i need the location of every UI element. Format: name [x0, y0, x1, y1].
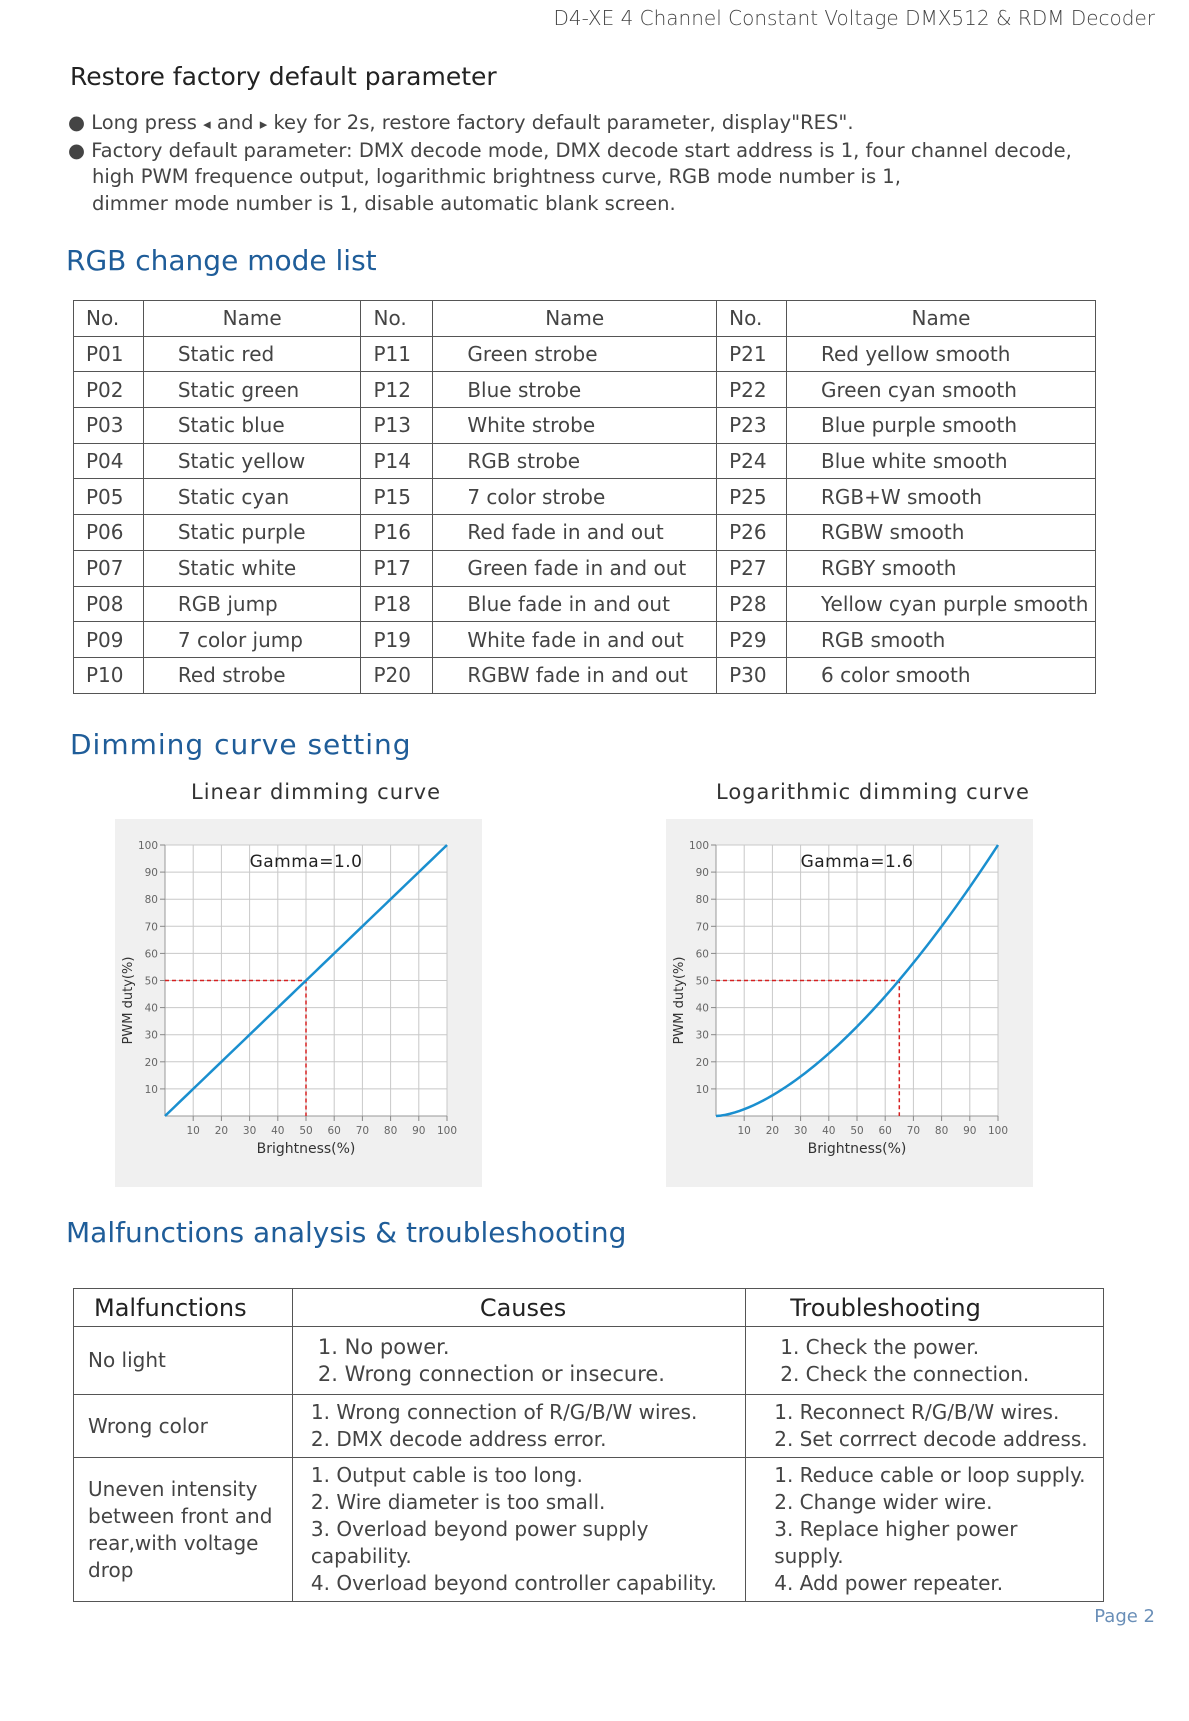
mode-number: P24 [717, 443, 787, 479]
mode-name: 6 color smooth [786, 657, 1095, 693]
table-row [74, 479, 1096, 515]
mode-number: P10 [74, 657, 144, 693]
mode-name: Static cyan [143, 479, 361, 515]
mode-number: P02 [74, 372, 144, 408]
rgb-table-header-cell: Name [433, 301, 717, 337]
x-tick-label: 20 [765, 1125, 780, 1137]
mode-number: P15 [361, 479, 433, 515]
y-tick-label: 30 [144, 1029, 158, 1042]
mode-name: Static white [143, 550, 361, 586]
mode-number: P07 [74, 550, 144, 586]
mode-number: P12 [361, 372, 433, 408]
table-row [74, 1458, 1104, 1602]
x-tick-label: 100 [987, 1125, 1009, 1137]
mode-name: White fade in and out [433, 622, 717, 658]
y-tick-label: 40 [144, 1002, 158, 1015]
mode-number: P09 [74, 622, 144, 658]
y-tick-label: 80 [695, 894, 709, 907]
mode-number: P29 [717, 622, 787, 658]
page-number: Page 2 [1094, 1606, 1155, 1627]
mode-number: P05 [74, 479, 144, 515]
x-tick-label: 30 [242, 1125, 257, 1137]
gamma-annotation: Gamma=1.6 [800, 852, 914, 872]
table-row [74, 336, 1096, 372]
log-curve-title: Logarithmic dimming curve [716, 780, 1030, 804]
bullet-factory-default-line3: dimmer mode number is 1, disable automatic blank screen. [92, 191, 676, 215]
mode-name: Static yellow [143, 443, 361, 479]
x-tick-label: 50 [299, 1125, 313, 1137]
x-tick-label: 80 [383, 1125, 398, 1137]
x-tick-label: 60 [878, 1125, 892, 1137]
mode-name: 7 color jump [143, 622, 361, 658]
restore-bullets [68, 110, 1072, 217]
x-tick-label: 70 [355, 1125, 370, 1137]
mode-number: P27 [717, 550, 787, 586]
y-axis-label: PWM duty(%) [672, 956, 687, 1045]
x-tick-label: 100 [436, 1125, 458, 1137]
mode-number: P18 [361, 586, 433, 622]
mode-name: Static red [143, 336, 361, 372]
bullet-factory-default-line2: high PWM frequence output, logarithmic brightness curve, RGB mode number is 1, [92, 165, 901, 188]
y-tick-label: 50 [144, 975, 158, 988]
rgb-table-header-cell: Name [786, 301, 1095, 337]
mode-number: P22 [717, 372, 787, 408]
y-tick-label: 50 [695, 975, 709, 988]
rgb-table-header-cell: No. [361, 301, 433, 337]
mode-name: Static purple [143, 515, 361, 551]
table-row [74, 1395, 1104, 1458]
mode-number: P06 [74, 515, 144, 551]
table-row [74, 550, 1096, 586]
mode-name: White strobe [433, 408, 717, 444]
y-tick-label: 60 [144, 948, 158, 961]
mode-name: RGB smooth [786, 622, 1095, 658]
mode-name: Green fade in and out [433, 550, 717, 586]
mode-name: Blue strobe [433, 372, 717, 408]
mode-name: Green strobe [433, 336, 717, 372]
causes-cell: 1. Output cable is too long. 2. Wire diameter is too small. 3. Overload beyond power supply capability. 4. Overload beyond controller capability. [292, 1458, 745, 1602]
y-tick-label: 40 [695, 1002, 709, 1015]
mode-number: P17 [361, 550, 433, 586]
rgb-table-header-cell: No. [74, 301, 144, 337]
rgb-mode-table [73, 300, 1096, 694]
x-tick-label: 10 [737, 1125, 751, 1137]
table-row [74, 622, 1096, 658]
restore-section-title: Restore factory default parameter [70, 62, 497, 91]
malfunction-name: Uneven intensity between front and rear,with voltage drop [74, 1458, 293, 1602]
causes-cell: 1. No power. 2. Wrong connection or insecure. [292, 1327, 745, 1395]
x-tick-label: 20 [214, 1125, 229, 1137]
x-tick-label: 10 [186, 1125, 200, 1137]
y-tick-label: 20 [144, 1056, 158, 1069]
log-dimming-chart [666, 819, 1033, 1187]
malfunction-section-title: Malfunctions analysis & troubleshooting [66, 1216, 627, 1249]
y-tick-label: 10 [695, 1083, 709, 1096]
x-tick-label: 30 [793, 1125, 808, 1137]
mode-number: P21 [717, 336, 787, 372]
mode-number: P14 [361, 443, 433, 479]
table-row [74, 443, 1096, 479]
y-tick-label: 60 [695, 948, 709, 961]
linear-curve-title: Linear dimming curve [191, 780, 442, 804]
log-chart-svg [666, 819, 1033, 1187]
x-tick-label: 40 [271, 1125, 285, 1137]
y-tick-label: 80 [144, 894, 158, 907]
mode-name: RGB jump [143, 586, 361, 622]
mode-number: P08 [74, 586, 144, 622]
malfunction-name: No light [74, 1327, 293, 1395]
mode-number: P30 [717, 657, 787, 693]
mode-number: P20 [361, 657, 433, 693]
bullet-factory-default: ● Factory default parameter: DMX decode mode, DMX decode start address is 1, four channel decode, [68, 138, 1072, 162]
mode-name: Red strobe [143, 657, 361, 693]
y-tick-label: 100 [137, 840, 158, 852]
bullet-long-press: ● Long press ◂ and ▸ key for 2s, restore factory default parameter, display"RES". [68, 111, 854, 134]
mode-number: P13 [361, 408, 433, 444]
malfunction-header-row [74, 1289, 1104, 1327]
mode-name: Blue purple smooth [786, 408, 1095, 444]
mode-name: Blue white smooth [786, 443, 1095, 479]
mode-name: RGBY smooth [786, 550, 1095, 586]
right-arrow-key-icon: ▸ [259, 115, 268, 133]
rgb-section-title: RGB change mode list [66, 244, 377, 277]
mode-number: P03 [74, 408, 144, 444]
table-row [74, 1327, 1104, 1395]
x-tick-label: 80 [934, 1125, 949, 1137]
y-tick-label: 10 [144, 1083, 158, 1096]
dimming-section-title: Dimming curve setting [70, 728, 412, 761]
malfunction-name: Wrong color [74, 1395, 293, 1458]
y-tick-label: 90 [695, 867, 709, 880]
fixes-cell: 1. Check the power. 2. Check the connection. [746, 1327, 1104, 1395]
mode-name: Green cyan smooth [786, 372, 1095, 408]
fixes-cell: 1. Reduce cable or loop supply. 2. Change wider wire. 3. Replace higher power supply. 4. Add power repeater. [746, 1458, 1104, 1602]
x-tick-label: 50 [850, 1125, 864, 1137]
fixes-cell: 1. Reconnect R/G/B/W wires. 2. Set corrrect decode address. [746, 1395, 1104, 1458]
mode-number: P25 [717, 479, 787, 515]
x-axis-label: Brightness(%) [807, 1141, 907, 1157]
mode-number: P26 [717, 515, 787, 551]
mode-name: Red fade in and out [433, 515, 717, 551]
mode-name: 7 color strobe [433, 479, 717, 515]
y-tick-label: 70 [144, 921, 158, 934]
document-header-title: D4-XE 4 Channel Constant Voltage DMX512 & RDM Decoder [553, 6, 1155, 30]
mode-name: Static blue [143, 408, 361, 444]
malfunction-table [73, 1288, 1104, 1602]
mode-number: P23 [717, 408, 787, 444]
mode-name: Blue fade in and out [433, 586, 717, 622]
x-tick-label: 40 [822, 1125, 836, 1137]
x-tick-label: 70 [906, 1125, 921, 1137]
gamma-annotation: Gamma=1.0 [249, 852, 363, 872]
causes-cell: 1. Wrong connection of R/G/B/W wires. 2. DMX decode address error. [292, 1395, 745, 1458]
y-tick-label: 20 [695, 1056, 709, 1069]
mode-name: RGB strobe [433, 443, 717, 479]
header-troubleshooting: Troubleshooting [746, 1289, 1104, 1327]
mode-name: RGBW fade in and out [433, 657, 717, 693]
mode-name: Static green [143, 372, 361, 408]
mode-name: Yellow cyan purple smooth [786, 586, 1095, 622]
mode-number: P16 [361, 515, 433, 551]
mode-number: P01 [74, 336, 144, 372]
left-arrow-key-icon: ◂ [203, 115, 211, 133]
x-tick-label: 90 [963, 1125, 977, 1137]
x-axis-label: Brightness(%) [256, 1141, 356, 1157]
y-axis-label: PWM duty(%) [121, 956, 136, 1045]
mode-name: Red yellow smooth [786, 336, 1095, 372]
mode-number: P04 [74, 443, 144, 479]
x-tick-label: 60 [327, 1125, 341, 1137]
x-tick-label: 90 [412, 1125, 426, 1137]
table-row [74, 515, 1096, 551]
table-row [74, 657, 1096, 693]
table-row [74, 372, 1096, 408]
mode-number: P28 [717, 586, 787, 622]
header-causes: Causes [292, 1289, 745, 1327]
y-tick-label: 100 [688, 840, 709, 852]
rgb-table-header-cell: No. [717, 301, 787, 337]
y-tick-label: 90 [144, 867, 158, 880]
table-row [74, 586, 1096, 622]
mode-name: RGBW smooth [786, 515, 1095, 551]
mode-number: P19 [361, 622, 433, 658]
rgb-table-header-row [74, 301, 1096, 337]
header-malfunctions: Malfunctions [74, 1289, 293, 1327]
y-tick-label: 30 [695, 1029, 709, 1042]
table-row [74, 408, 1096, 444]
linear-chart-svg [115, 819, 482, 1187]
mode-number: P11 [361, 336, 433, 372]
linear-dimming-chart [115, 819, 482, 1187]
mode-name: RGB+W smooth [786, 479, 1095, 515]
rgb-table-header-cell: Name [143, 301, 361, 337]
y-tick-label: 70 [695, 921, 709, 934]
